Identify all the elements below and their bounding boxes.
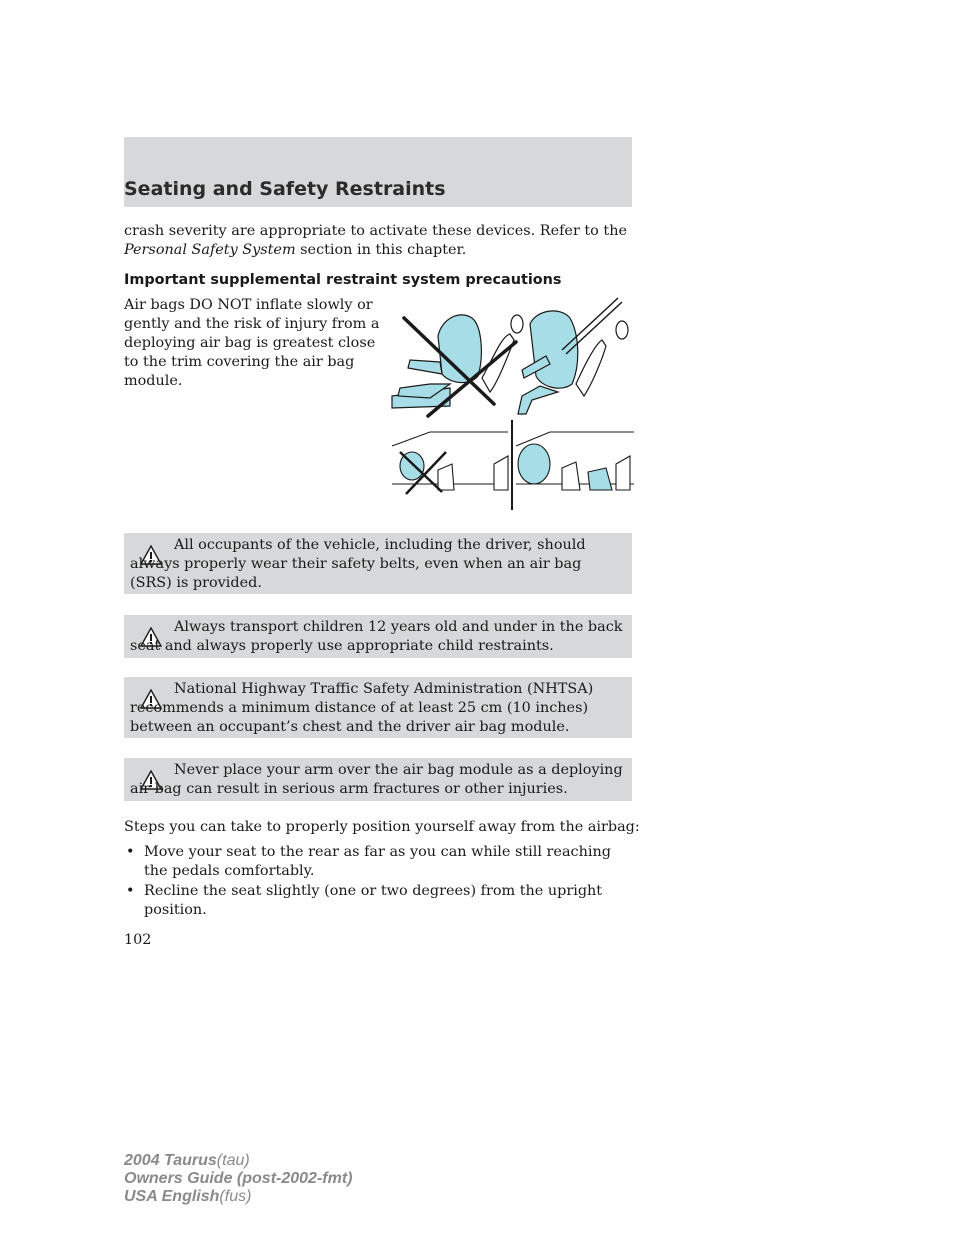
incorrect-seating-figure bbox=[392, 315, 523, 408]
airbag-position-illustration bbox=[390, 296, 634, 514]
bullet-dot: • bbox=[126, 844, 135, 860]
car-diagram-incorrect bbox=[392, 432, 508, 494]
bullet-dot: • bbox=[126, 883, 135, 899]
document-footer bbox=[124, 1152, 352, 1206]
steps-intro: Steps you can take to properly position yourself away from the airbag: bbox=[124, 819, 640, 835]
footer-language: USA English bbox=[124, 1188, 220, 1205]
warning-text: National Highway Traffic Safety Administration (NHTSA) recommends a minimum distance of at least 25 cm (10 inches) between an occupant’s chest and the driver air bag module. bbox=[130, 681, 594, 735]
footer-guide: Owners Guide (post-2002-fmt) bbox=[124, 1170, 353, 1187]
intro-line-1: crash severity are appropriate to activate these devices. Refer to the bbox=[124, 223, 627, 239]
warning-box bbox=[124, 758, 632, 801]
page-number: 102 bbox=[124, 932, 152, 948]
precautions-heading: Important supplemental restraint system precautions bbox=[124, 272, 562, 288]
list-item-text: Move your seat to the rear as far as you can while still reaching the pedals comfortably. bbox=[144, 844, 611, 879]
car-diagram-correct bbox=[516, 432, 634, 490]
intro-paragraph bbox=[124, 222, 644, 260]
warning-box bbox=[124, 615, 632, 658]
personal-safety-system-reference: Personal Safety System bbox=[124, 242, 296, 258]
airbag-paragraph: Air bags DO NOT inflate slowly or gently and the risk of injury from a deploying air bag is greatest close to the trim covering the air bag module. bbox=[124, 297, 380, 389]
warning-text: Never place your arm over the air bag module as a deploying air bag can result in serious arm fractures or other injuries. bbox=[130, 762, 623, 797]
correct-seating-figure bbox=[518, 298, 628, 414]
footer-model-code: (tau) bbox=[216, 1152, 250, 1169]
footer-language-code: (fus) bbox=[219, 1188, 252, 1205]
intro-line-2: section in this chapter. bbox=[300, 242, 467, 258]
warning-text: All occupants of the vehicle, including the driver, should always properly wear their safety belts, even when an air bag (SRS) is provided. bbox=[130, 537, 586, 591]
section-title: Seating and Safety Restraints bbox=[124, 178, 446, 200]
list-item-text: Recline the seat slightly (one or two degrees) from the upright position. bbox=[144, 883, 603, 918]
warning-box bbox=[124, 533, 632, 594]
warning-text: Always transport children 12 years old and under in the back seat and always properly use appropriate child restraints. bbox=[130, 619, 623, 654]
footer-model: 2004 Taurus bbox=[124, 1152, 217, 1169]
warning-box bbox=[124, 677, 632, 738]
